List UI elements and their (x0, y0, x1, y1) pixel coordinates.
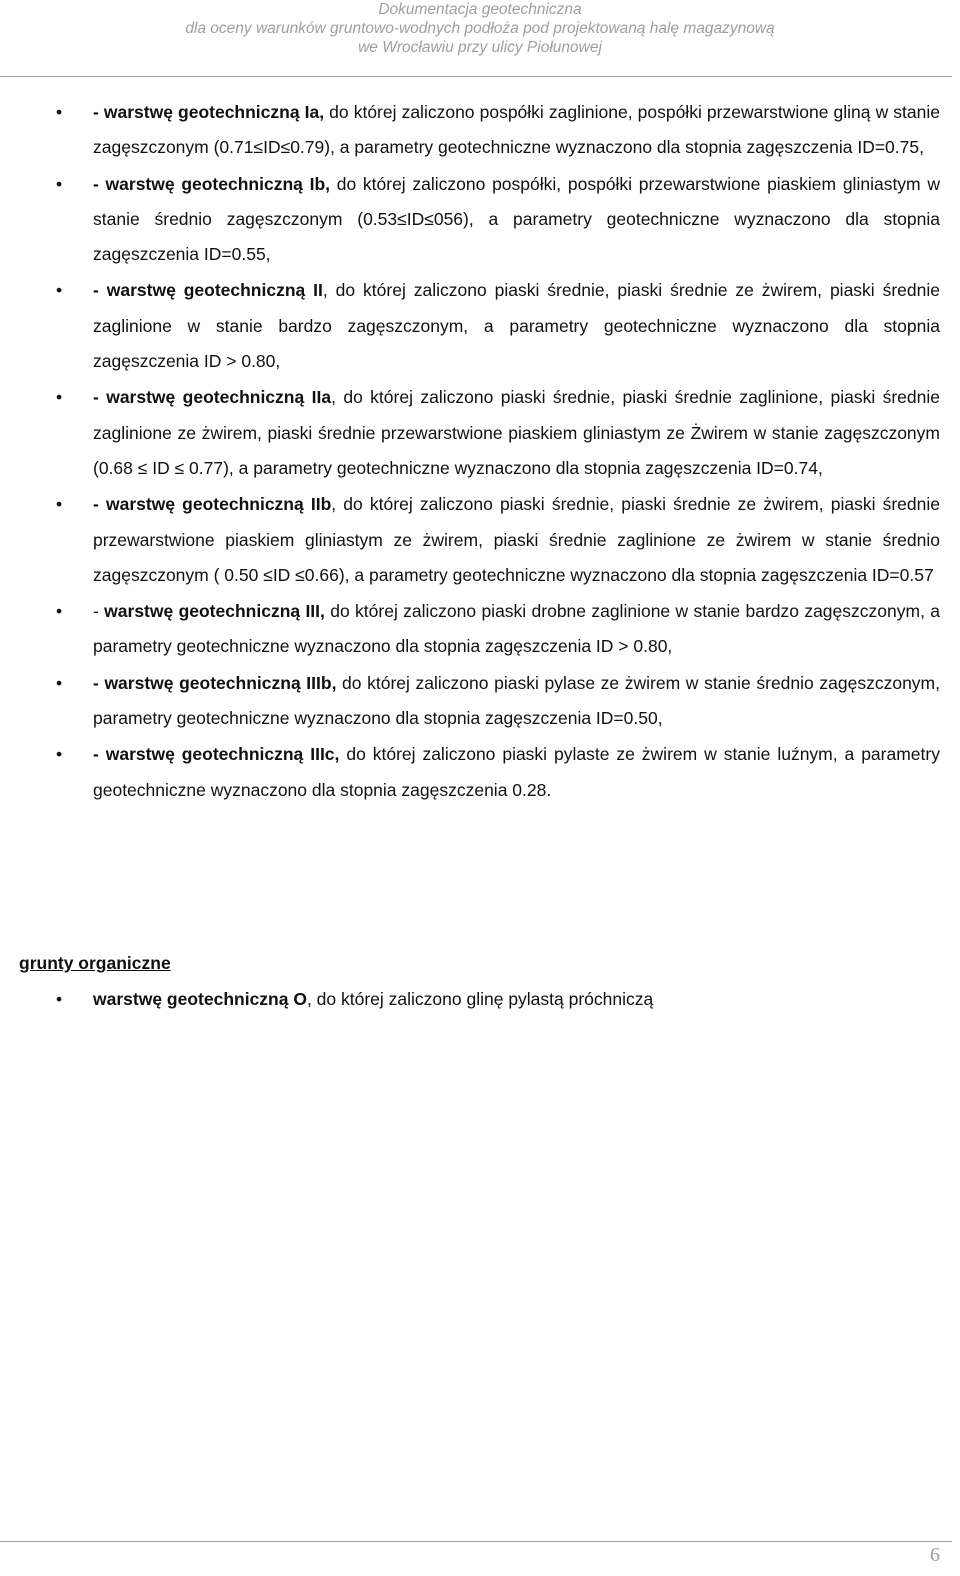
layer-description: do której zaliczono pospółki zaglinione, pospółki przewarstwione gliną w stanie zagęszczonym (0.71≤ID≤0.79), a parametry geotechniczne wyznaczono dla stopnia zagęszczenia ID=0.75, (93, 102, 940, 158)
bullet-icon: • (56, 173, 63, 194)
page-number: 6 (930, 1544, 940, 1566)
header-divider (0, 76, 952, 77)
list-item (0, 594, 940, 665)
layer-description: do której zaliczono pospółki, pospółki przewarstwione piaskiem gliniastym w stanie średnio zagęszczonym (0.53≤ID≤056), a parametry geotechniczne wyznaczono dla stopnia zagęszczenia ID=0.55, (93, 173, 940, 265)
layer-description: do której zaliczono piaski pylaste ze żwirem w stanie luźnym, a parametry geotechniczne wyznaczono dla stopnia zagęszczenia 0.28. (93, 744, 940, 800)
list-item (0, 380, 940, 486)
organic-layer-list (0, 982, 960, 1018)
bullet-icon: • (56, 601, 63, 622)
list-item (0, 273, 940, 379)
layer-name: - warstwę geotechniczną Ib, (93, 173, 330, 194)
bullet-icon: • (56, 494, 63, 515)
bullet-icon: • (56, 672, 63, 693)
list-item (0, 666, 940, 737)
layer-name: warstwę geotechniczną O (93, 989, 307, 1009)
layer-description: , do której zaliczono piaski średnie, piaski średnie zaglinione, piaski średnie zaglinione ze żwirem, piaski średnie przewarstwione piaskiem gliniastym ze Żwirem w stanie zagęszczonym (0.68 ≤ ID ≤ 0.77), a parametry geotechniczne wyznaczono dla stopnia zagęszczenia ID=0.74, (93, 387, 940, 478)
bullet-icon: • (56, 280, 63, 301)
bullet-icon: • (56, 744, 63, 765)
layer-name: - warstwę geotechniczną IIIc, (93, 744, 340, 765)
layer-description: , do której zaliczono piaski średnie, piaski średnie ze żwirem, piaski średnie zaglinione w stanie bardzo zagęszczonym, a parametry geotechniczne wyznaczono dla stopnia zagęszczenia ID > 0.80, (93, 280, 940, 372)
layer-name: warstwę geotechniczną III, (104, 601, 325, 622)
layer-description: , do której zaliczono glinę pylastą próchniczą (306, 989, 654, 1009)
bullet-icon: • (56, 989, 63, 1009)
layer-name: - warstwę geotechniczną IIb (93, 494, 332, 515)
layer-name: - warstwę geotechniczną Ia, (93, 102, 325, 122)
page-header (0, 0, 960, 57)
bullet-icon: • (56, 102, 63, 122)
header-title: Dokumentacja geotechniczna (378, 1, 582, 18)
header-subtitle: dla oceny warunków gruntowo-wodnych podłoża pod projektowaną halę magazynową (185, 20, 775, 37)
item-prefix: - (93, 601, 105, 622)
list-item (0, 487, 940, 593)
layer-description: , do której zaliczono piaski średnie, piaski średnie ze żwirem, piaski średnie przewarstwione piaskiem gliniastym ze żwirem, piaski średnie zaglinione ze żwirem w stanie średnio zagęszczonym ( 0.50 ≤ID ≤0.66), a parametry geotechniczne wyznaczono dla stopnia zagęszczenia ID=0.57 (93, 494, 940, 585)
layer-list (0, 95, 960, 809)
bullet-icon: • (56, 387, 63, 408)
list-item (0, 95, 940, 166)
list-item (0, 737, 940, 808)
layer-name: - warstwę geotechniczną IIIb, (93, 672, 337, 693)
list-item (0, 982, 940, 1017)
header-location: we Wrocławiu przy ulicy Piołunowej (358, 39, 602, 56)
section-heading-organic-soils: grunty organiczne (19, 953, 171, 973)
list-item (0, 167, 940, 273)
layer-description: do której zaliczono piaski pylase ze żwirem w stanie średnio zagęszczonym, parametry geotechniczne wyznaczono dla stopnia zagęszczenia ID=0.50, (93, 672, 940, 729)
layer-name: - warstwę geotechniczną IIa (93, 387, 332, 408)
footer-divider (0, 1541, 952, 1542)
layer-description: do której zaliczono piaski drobne zaglinione w stanie bardzo zagęszczonym, a parametry geotechniczne wyznaczono dla stopnia zagęszczenia ID > 0.80, (93, 601, 940, 657)
layer-name: - warstwę geotechniczną II (93, 280, 323, 301)
